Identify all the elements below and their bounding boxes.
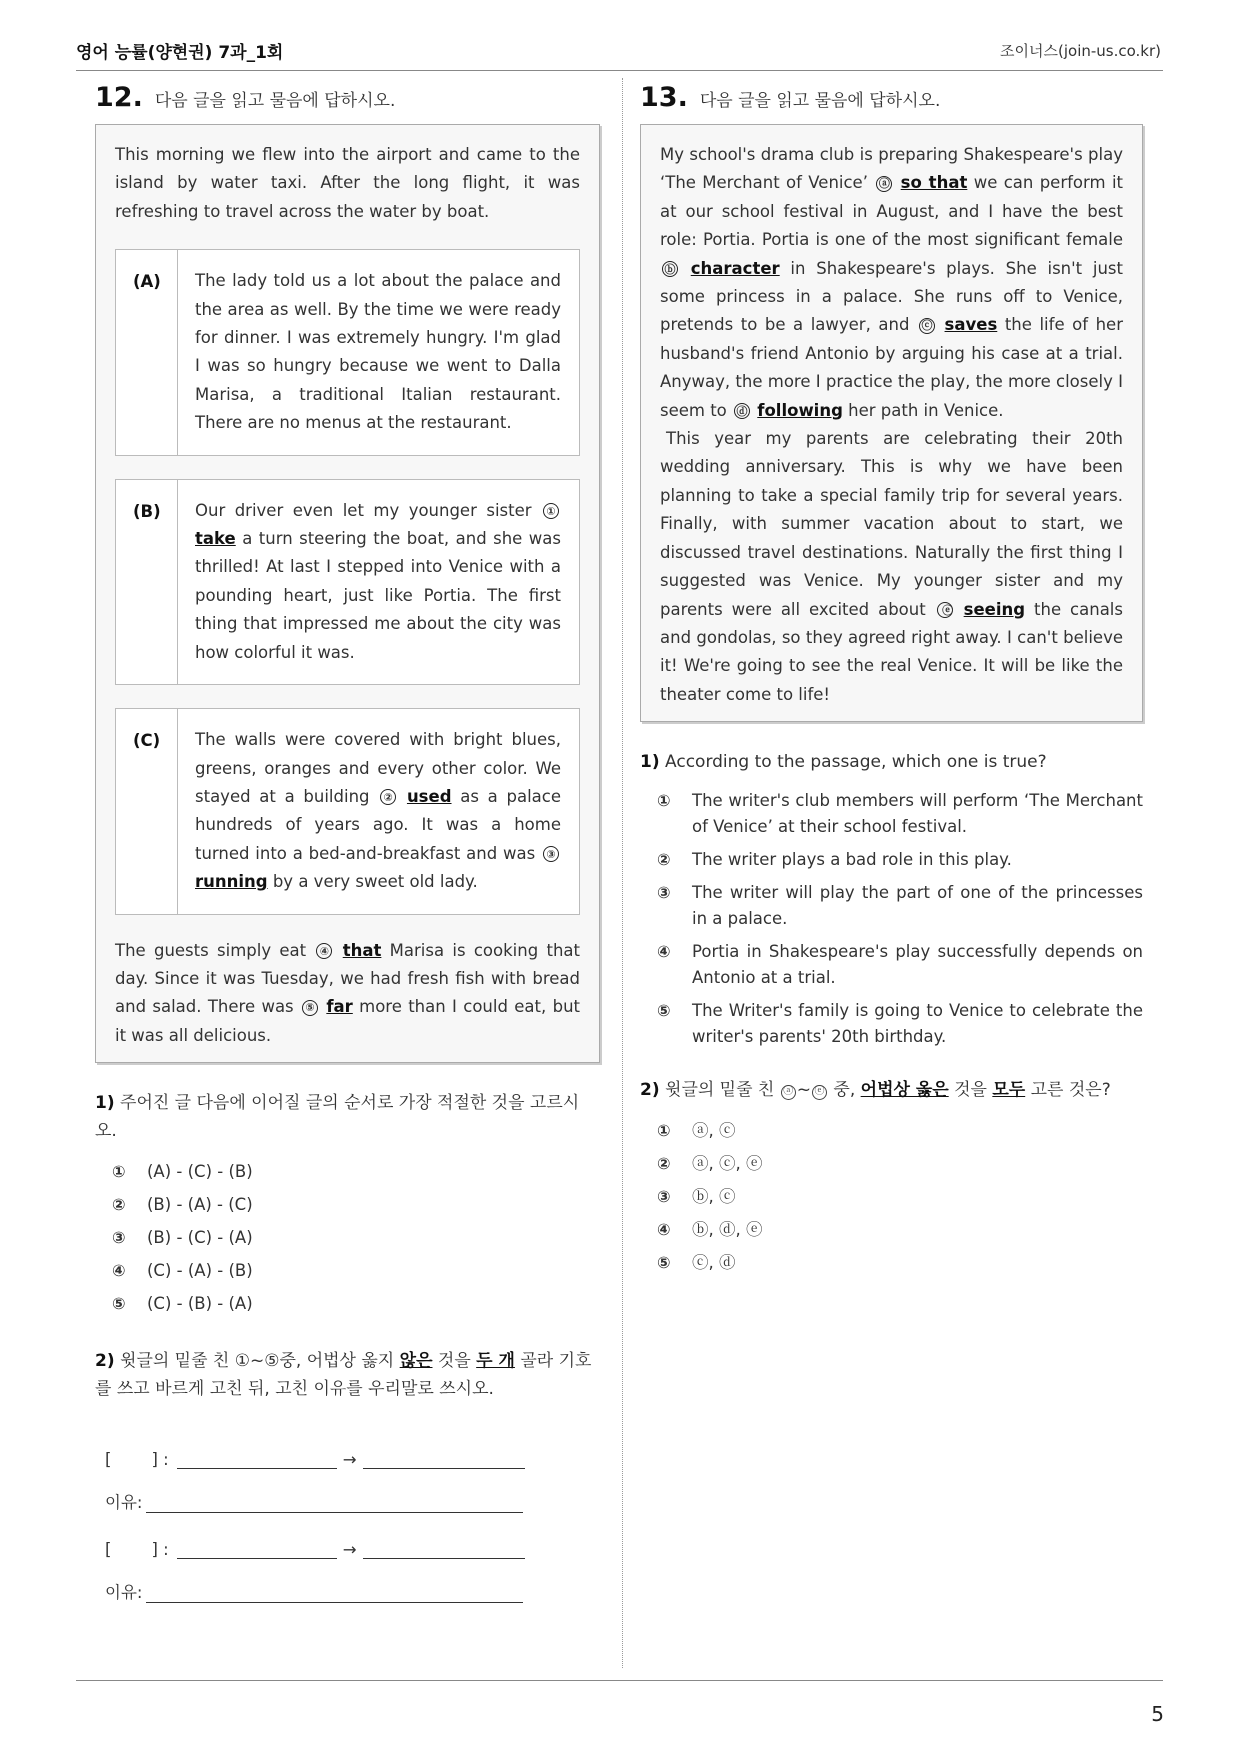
answer-row-2 bbox=[105, 1533, 600, 1559]
bracket-close: ] : bbox=[151, 1450, 169, 1470]
option-number: ① bbox=[657, 1121, 671, 1141]
site-credit: 조이너스(join-us.co.kr) bbox=[1000, 42, 1161, 60]
option-4[interactable] bbox=[657, 939, 1143, 991]
paragraph-label: (B) bbox=[116, 480, 178, 684]
paragraph-label: (C) bbox=[116, 709, 178, 913]
text-span: 윗글의 밑줄 친 ①~⑤중, 어법상 옳지 bbox=[120, 1351, 400, 1372]
paragraph-text bbox=[195, 726, 561, 896]
text-span: Marisa is cooking that day. Since it was Tuesday, we had fresh fish with bread and salad. There was bbox=[115, 940, 580, 1017]
underlined-word: saves bbox=[944, 315, 998, 335]
circled-marker: ② bbox=[380, 789, 396, 805]
circled-letter: ⓐ bbox=[692, 1154, 709, 1174]
column-divider bbox=[622, 78, 623, 1668]
emphasis-text: 않은 bbox=[399, 1351, 433, 1372]
option-text: ⓒ, ⓓ bbox=[692, 1253, 736, 1273]
text-span: The guests simply eat bbox=[115, 940, 315, 960]
paragraph-c bbox=[115, 708, 580, 914]
circled-letter: ⓔ bbox=[812, 1085, 827, 1100]
underlined-word: that bbox=[342, 940, 382, 960]
question-number: 12. bbox=[95, 82, 143, 113]
sub-question-2 bbox=[95, 1347, 600, 1403]
text-span: her path in Venice. bbox=[842, 400, 1004, 420]
underlined-word: running bbox=[195, 872, 268, 892]
option-text: Portia in Shakespeare's play successfully depends on Antonio at a trial. bbox=[692, 942, 1143, 988]
passage-paragraph-2 bbox=[660, 425, 1123, 709]
answer-row-1 bbox=[105, 1443, 600, 1469]
underlined-word: seeing bbox=[963, 599, 1026, 619]
text-span: 것을 bbox=[432, 1351, 477, 1372]
bracket-open: [ bbox=[105, 1450, 112, 1470]
sub-question-1 bbox=[95, 1089, 600, 1317]
circled-marker: ⓑ bbox=[662, 261, 678, 277]
option-3[interactable] bbox=[112, 1225, 600, 1251]
passage-ending bbox=[115, 937, 580, 1051]
option-4[interactable] bbox=[112, 1258, 600, 1284]
sub-question-text bbox=[640, 1076, 1143, 1104]
text-span: by a very sweet old lady. bbox=[267, 872, 478, 892]
sub-question-prompt: 주어진 글 다음에 이어질 글의 순서로 가장 적절한 것을 고르시오. bbox=[95, 1093, 580, 1142]
option-5[interactable] bbox=[112, 1291, 600, 1317]
correction-blank[interactable] bbox=[363, 1448, 525, 1469]
arrow-icon: → bbox=[342, 1450, 357, 1470]
question-13 bbox=[640, 82, 1143, 1276]
option-text: (C) - (B) - (A) bbox=[147, 1294, 253, 1314]
option-text: The writer will play the part of one of the princesses in a palace. bbox=[692, 883, 1143, 929]
option-number: ④ bbox=[112, 1261, 126, 1281]
option-number: ③ bbox=[112, 1228, 126, 1248]
option-list bbox=[640, 788, 1143, 1050]
sub-question-text bbox=[95, 1089, 600, 1145]
option-number: ⑤ bbox=[112, 1294, 126, 1314]
option-3[interactable] bbox=[657, 880, 1143, 932]
option-3[interactable] bbox=[657, 1184, 1143, 1210]
option-text: ⓐ, ⓒ bbox=[692, 1121, 736, 1141]
option-text: (C) - (A) - (B) bbox=[147, 1261, 253, 1281]
reason-row-2 bbox=[105, 1577, 600, 1603]
option-1[interactable] bbox=[657, 788, 1143, 840]
reason-blank[interactable] bbox=[146, 1492, 523, 1513]
circled-marker: ⑤ bbox=[302, 1000, 318, 1016]
question-12 bbox=[95, 82, 600, 1603]
option-text: The writer's club members will perform ‘The Merchant of Venice’ at their school festival. bbox=[692, 791, 1143, 837]
circled-marker: ⓒ bbox=[919, 318, 935, 334]
text-span: as a palace hundreds of years ago. It was a home turned into a bed-and-breakfast and was bbox=[195, 786, 561, 863]
circled-letter: ⓔ bbox=[746, 1220, 763, 1240]
underlined-word: used bbox=[406, 786, 452, 806]
option-number: ④ bbox=[657, 942, 671, 962]
underlined-word: far bbox=[326, 997, 353, 1017]
option-text: (B) - (C) - (A) bbox=[147, 1228, 253, 1248]
option-text: The Writer's family is going to Venice to celebrate the writer's parents' 20th birthday. bbox=[692, 1001, 1143, 1047]
text-span: Our driver even let my younger sister bbox=[195, 500, 541, 520]
option-number: ③ bbox=[657, 883, 671, 903]
reason-label: 이유: bbox=[105, 1583, 143, 1603]
text-span: ~ bbox=[796, 1080, 812, 1101]
paragraph-text: The lady told us a lot about the palace and the area as well. By the time we were ready for dinner. I was extremely hungry. I'm glad I was so hungry because we went to Dalla Marisa, a traditional Italian restaurant. There are no menus at the restaurant. bbox=[195, 271, 561, 433]
sub-question-text bbox=[640, 748, 1143, 776]
option-text: (B) - (A) - (C) bbox=[147, 1195, 253, 1215]
option-number: ② bbox=[112, 1195, 126, 1215]
option-text: The writer plays a bad role in this play. bbox=[692, 850, 1012, 870]
circled-marker: ⓔ bbox=[937, 602, 953, 618]
passage-paragraph-1 bbox=[660, 141, 1123, 425]
footer-rule bbox=[76, 1680, 1163, 1681]
underlined-word: so that bbox=[900, 173, 968, 193]
sub-question-number: 1) bbox=[640, 752, 660, 773]
sub-question-number: 1) bbox=[95, 1093, 115, 1114]
question-instruction: 다음 글을 읽고 물음에 답하시오. bbox=[699, 91, 941, 111]
circled-letter: ⓐ bbox=[781, 1085, 796, 1100]
bracket-close: ] : bbox=[151, 1540, 169, 1560]
text-span: This year my parents are celebrating their 20th wedding anniversary. This is why we have been planning to take a special family trip for several years. Finally, with summer vacation about to start, we discussed travel destinations. Naturally the first thing I suggested was Venice. My younger sister and my parents were all excited about bbox=[660, 429, 1123, 619]
text-span: in Shakespeare's plays. She isn't just some princess in a palace. She runs off to Venice, pretends to be a lawyer, and bbox=[660, 258, 1123, 335]
text-span: My school's drama club is preparing Shakespeare's play ‘The Merchant of Venice’ bbox=[660, 145, 1123, 193]
option-text: ⓑ, ⓒ bbox=[692, 1187, 736, 1207]
text-span: 중, bbox=[828, 1080, 861, 1101]
circled-letter: ⓐ bbox=[692, 1121, 709, 1141]
text-span: more than I could eat, but it was all delicious. bbox=[115, 997, 580, 1045]
circled-marker: ④ bbox=[316, 943, 332, 959]
circled-letter: ⓒ bbox=[719, 1187, 736, 1207]
emphasis-text: 모두 bbox=[992, 1080, 1026, 1101]
paragraph-b bbox=[115, 479, 580, 685]
emphasis-text: 두 개 bbox=[476, 1351, 515, 1372]
reason-blank[interactable] bbox=[146, 1582, 523, 1603]
circled-letter: ⓔ bbox=[746, 1154, 763, 1174]
option-number: ⑤ bbox=[657, 1001, 671, 1021]
text-span: 고른 것은? bbox=[1025, 1080, 1111, 1101]
worksheet-title: 영어 능률(양현권) 7과_1회 bbox=[76, 43, 284, 63]
emphasis-text: 어법상 옳은 bbox=[860, 1080, 949, 1101]
option-text: ⓐ, ⓒ, ⓔ bbox=[692, 1154, 763, 1174]
option-list bbox=[640, 1118, 1143, 1276]
sub-question-1 bbox=[640, 748, 1143, 1050]
circled-letter: ⓓ bbox=[719, 1220, 736, 1240]
circled-letter: ⓒ bbox=[692, 1253, 709, 1273]
option-2[interactable] bbox=[112, 1192, 600, 1218]
option-text: (A) - (C) - (B) bbox=[147, 1162, 253, 1182]
option-2[interactable] bbox=[657, 1151, 1143, 1177]
sub-question-number: 2) bbox=[640, 1080, 660, 1101]
passage-box bbox=[640, 124, 1143, 722]
text-span: 윗글의 밑줄 친 bbox=[665, 1080, 780, 1101]
reason-label: 이유: bbox=[105, 1493, 143, 1513]
circled-letter: ⓑ bbox=[692, 1220, 709, 1240]
underlined-word: character bbox=[690, 258, 780, 278]
question-number: 13. bbox=[640, 82, 688, 113]
bracket-open: [ bbox=[105, 1540, 112, 1560]
option-list bbox=[95, 1159, 600, 1317]
text-span: we can perform it at our school festival in August, and I have the best role: Portia. Portia is one of the most significant female bbox=[660, 173, 1123, 250]
correction-blank[interactable] bbox=[363, 1538, 525, 1559]
option-1[interactable] bbox=[112, 1159, 600, 1185]
option-number: ② bbox=[657, 1154, 671, 1174]
page-number: 5 bbox=[1151, 1702, 1164, 1726]
question-instruction: 다음 글을 읽고 물음에 답하시오. bbox=[154, 91, 396, 111]
text-span: the life of her husband's friend Antonio by arguing his case at a trial. Anyway, the more I practice the play, the more closely I seem to bbox=[660, 315, 1123, 420]
paragraph-label: (A) bbox=[116, 250, 178, 454]
arrow-icon: → bbox=[342, 1540, 357, 1560]
option-number: ⑤ bbox=[657, 1253, 671, 1273]
text-span: 것을 bbox=[948, 1080, 993, 1101]
option-1[interactable] bbox=[657, 1118, 1143, 1144]
text-span: the canals and gondolas, so they agreed right away. I can't believe it! We're going to see the real Venice. It will be like the theater come to life! bbox=[660, 599, 1123, 704]
text-span: The walls were covered with bright blues, greens, oranges and every other color. We stayed at a building bbox=[195, 730, 561, 806]
reason-row-1 bbox=[105, 1487, 600, 1513]
option-number: ③ bbox=[657, 1187, 671, 1207]
text-span: a turn steering the boat, and she was thrilled! At last I stepped into Venice with a pounding heart, just like Portia. The first thing that impressed me about the city was how colorful it was. bbox=[195, 529, 561, 662]
circled-marker: ⓐ bbox=[876, 176, 892, 192]
question-13-heading bbox=[640, 82, 1143, 113]
option-number: ① bbox=[657, 791, 671, 811]
sub-question-text bbox=[95, 1347, 600, 1403]
circled-letter: ⓒ bbox=[719, 1154, 736, 1174]
sub-question-2 bbox=[640, 1076, 1143, 1276]
passage-intro: This morning we flew into the airport and came to the island by water taxi. After the long flight, it was refreshing to travel across the water by boat. bbox=[115, 145, 580, 221]
paragraph-a bbox=[115, 249, 580, 455]
symbol-blank[interactable] bbox=[111, 1539, 151, 1559]
circled-letter: ⓒ bbox=[719, 1121, 736, 1141]
circled-marker: ① bbox=[543, 503, 559, 519]
wrong-word-blank[interactable] bbox=[177, 1538, 337, 1559]
page-header bbox=[76, 34, 1163, 71]
passage-box bbox=[95, 124, 600, 1063]
option-5[interactable] bbox=[657, 1250, 1143, 1276]
symbol-blank[interactable] bbox=[111, 1449, 151, 1469]
wrong-word-blank[interactable] bbox=[177, 1448, 337, 1469]
option-number: ① bbox=[112, 1162, 126, 1182]
option-5[interactable] bbox=[657, 998, 1143, 1050]
paragraph-text bbox=[195, 497, 561, 667]
sub-question-number: 2) bbox=[95, 1351, 115, 1372]
circled-marker: ⓓ bbox=[734, 403, 750, 419]
option-2[interactable] bbox=[657, 847, 1143, 873]
circled-marker: ③ bbox=[543, 846, 559, 862]
sub-question-prompt: According to the passage, which one is true? bbox=[665, 752, 1047, 773]
underlined-word: following bbox=[757, 400, 843, 420]
option-number: ② bbox=[657, 850, 671, 870]
text-span: 골라 기호를 쓰고 바르게 고친 뒤, 고친 이유를 우리말로 쓰시오. bbox=[95, 1351, 592, 1400]
circled-letter: ⓑ bbox=[692, 1187, 709, 1207]
answer-area bbox=[95, 1443, 600, 1603]
question-12-heading bbox=[95, 82, 600, 113]
circled-letter: ⓓ bbox=[719, 1253, 736, 1273]
option-4[interactable] bbox=[657, 1217, 1143, 1243]
underlined-word: take bbox=[195, 529, 236, 549]
option-text: ⓑ, ⓓ, ⓔ bbox=[692, 1220, 763, 1240]
option-number: ④ bbox=[657, 1220, 671, 1240]
